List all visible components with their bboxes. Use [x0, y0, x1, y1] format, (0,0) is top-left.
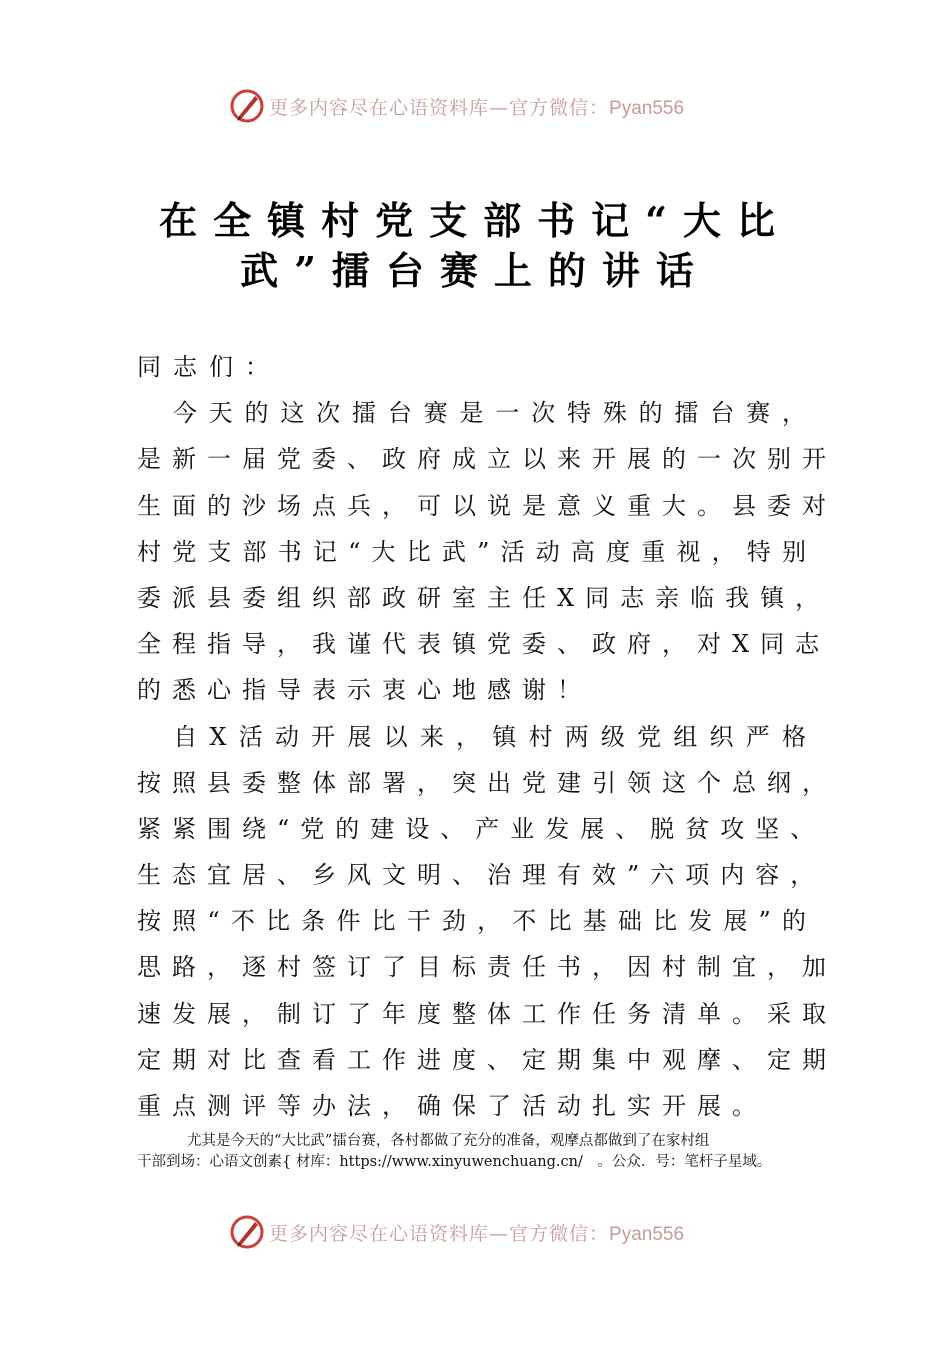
footnote-line-2: 干部到场：心语文创素{ 材库：https://www.xinyuwenchuang.cn/ 。公众．号：笔杆子星域。	[137, 1154, 772, 1170]
document-title	[120, 196, 830, 296]
body-line: 全程指导，我谨代表镇党委、政府，对X同志	[137, 630, 831, 659]
body-line: 村党支部书记“大比武”活动高度重视，特别	[137, 537, 817, 566]
body-line: 按照“不比条件比干劲，不比基础比发展”的	[137, 907, 817, 936]
title-line-2: 武”擂台赛上的讲话	[240, 248, 710, 293]
body-line: 速发展，制订了年度整体工作任务清单。采取	[137, 999, 837, 1028]
title-line-1: 在全镇村党支部书记“大比	[159, 198, 791, 243]
body-line: 重点测评等办法，确保了活动扎实开展。	[137, 1092, 767, 1120]
body-line: 是新一届党委、政府成立以来开展的一次别开	[137, 445, 837, 474]
banner-text: 更多内容尽在心语资料库—官方微信：	[269, 96, 610, 119]
body-line: 紧紧围绕“党的建设、产业发展、脱贫攻坚、	[137, 814, 826, 843]
body-line: 委派县委组织部政研室主任X同志亲临我镇，	[137, 583, 831, 612]
pen-logo-icon	[229, 1214, 265, 1250]
body-line: 生面的沙场点兵，可以说是意义重大。县委对	[137, 491, 837, 520]
footnote-line-1: 尤其是今天的“大比武”擂台赛，各村都做了充分的准备，观摩点都做到了在家村组	[187, 1133, 710, 1149]
body-line: 思路，逐村签订了目标责任书，因村制宜，加	[137, 953, 837, 982]
wechat-id: Pyan556	[609, 97, 685, 119]
header-banner	[229, 86, 749, 126]
body-line: 按照县委整体部署，突出党建引领这个总纲，	[137, 768, 837, 797]
body-line: 今天的这次擂台赛是一次特殊的擂台赛，	[137, 399, 817, 428]
footer-banner	[229, 1212, 749, 1252]
body-line: 自X活动开展以来，镇村两级党组织严格	[137, 722, 817, 751]
footnote	[137, 1131, 827, 1173]
wechat-id: Pyan556	[609, 1223, 685, 1245]
pen-logo-icon	[229, 88, 265, 124]
body-line: 定期对比查看工作进度、定期集中观摩、定期	[137, 1045, 837, 1074]
greeting: 同志们：	[137, 353, 281, 381]
body-line: 的悉心指导表示衷心地感谢！	[137, 676, 592, 705]
speech-body	[137, 344, 837, 1129]
body-line: 生态宜居、乡风文明、治理有效”六项内容，	[137, 861, 826, 890]
banner-text: 更多内容尽在心语资料库—官方微信：	[269, 1222, 610, 1245]
